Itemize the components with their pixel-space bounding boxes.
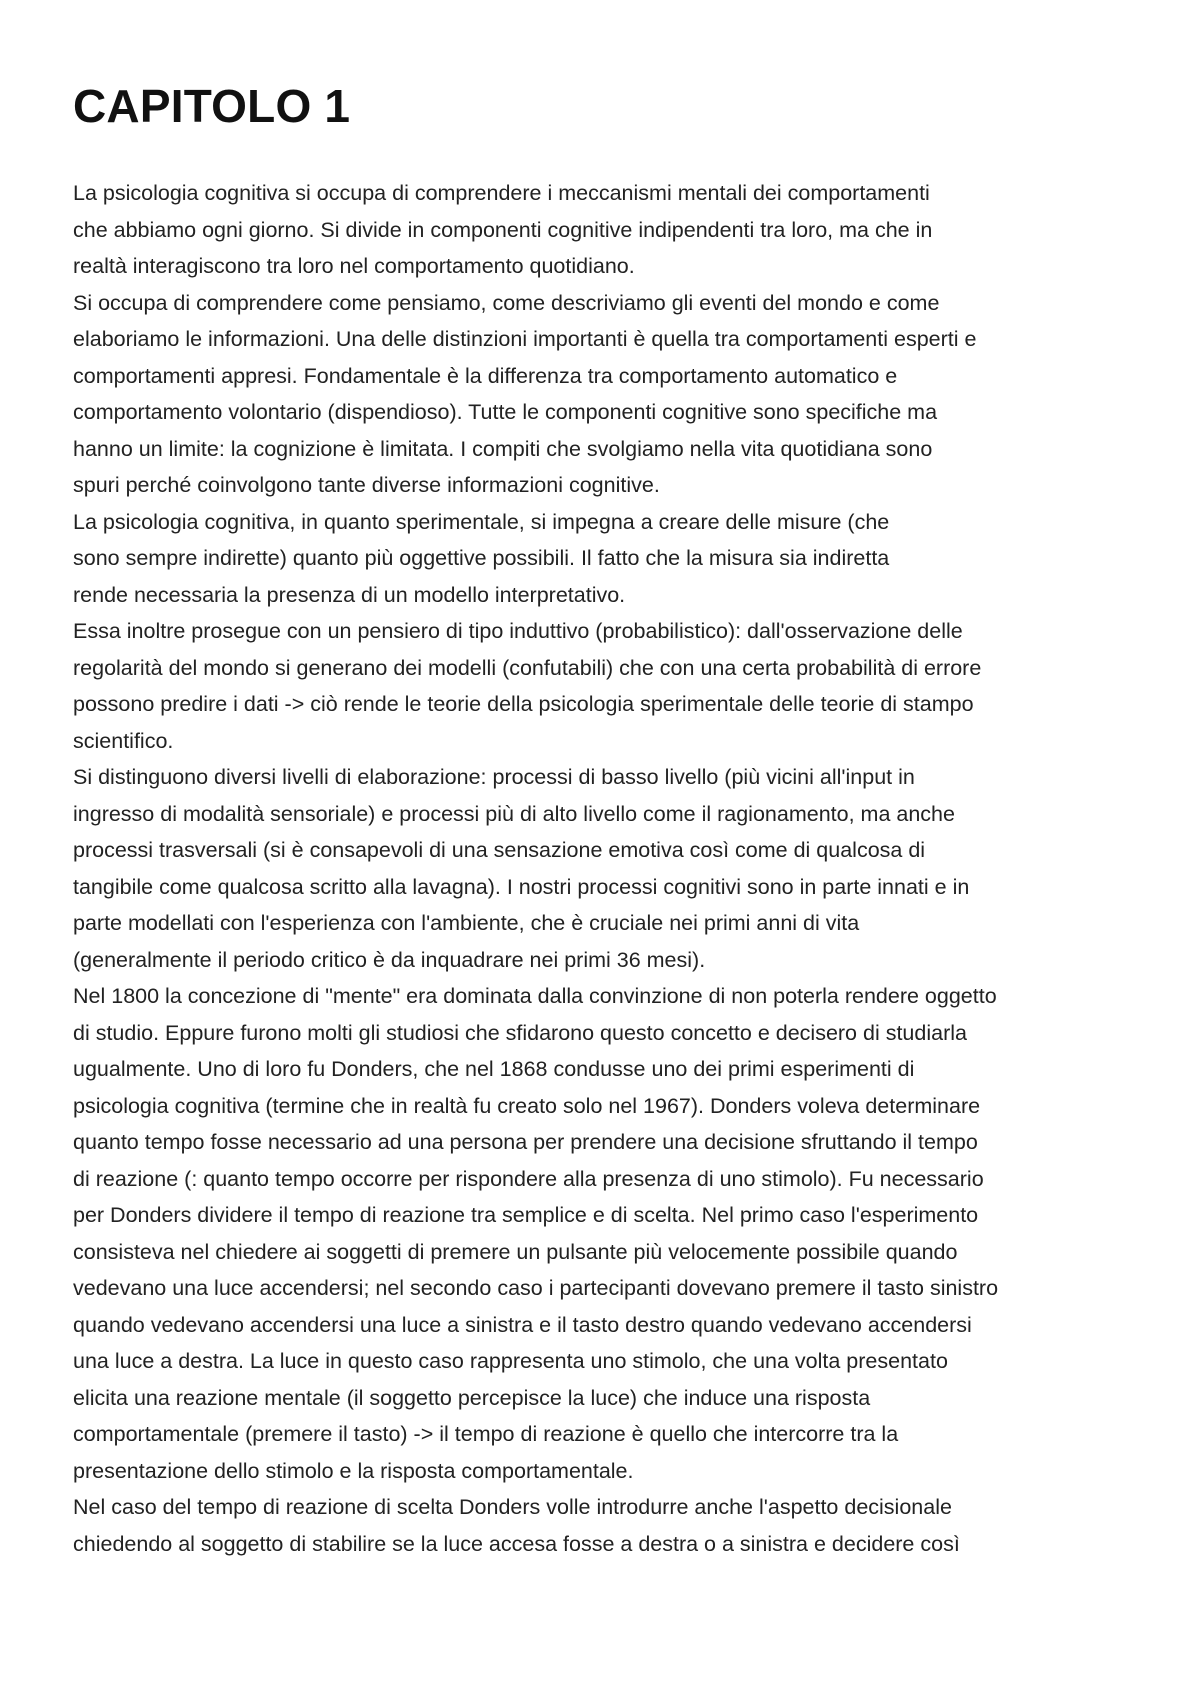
paragraph (73, 613, 1133, 759)
paragraph (73, 175, 1133, 285)
text-line: La psicologia cognitiva si occupa di comprendere i meccanismi mentali dei comportamenti (73, 181, 930, 205)
document-body (73, 175, 1133, 1562)
text-line: Si distinguono diversi livelli di elaborazione: processi di basso livello (più vicini all'input in (73, 765, 915, 789)
text-line: Nel caso del tempo di reazione di scelta Donders volle introdurre anche l'aspetto decisionale (73, 1495, 952, 1519)
text-line: realtà interagiscono tra loro nel comportamento quotidiano. (73, 254, 635, 278)
text-line: elicita una reazione mentale (il soggetto percepisce la luce) che induce una risposta (73, 1385, 871, 1410)
text-line: di studio. Eppure furono molti gli studiosi che sfidarono questo concetto e decisero di studiarla (73, 1020, 967, 1045)
text-line: Essa inoltre prosegue con un pensiero di tipo induttivo (probabilistico): dall'osservazione delle (73, 619, 963, 643)
text-line: psicologia cognitiva (termine che in realtà fu creato solo nel 1967). Donders voleva determinare (73, 1093, 981, 1118)
text-line: comportamentale (premere il tasto) -> il tempo di reazione è quello che intercorre tra la (73, 1422, 899, 1446)
text-line: che abbiamo ogni giorno. Si divide in componenti cognitive indipendenti tra loro, ma che in (73, 217, 933, 242)
text-line: sono sempre indirette) quanto più oggettive possibili. Il fatto che la misura sia indiretta (73, 546, 890, 570)
document-page (73, 76, 1133, 1562)
text-line: di reazione (: quanto tempo occorre per rispondere alla presenza di uno stimolo). Fu necessario (73, 1166, 984, 1191)
text-line: quando vedevano accendersi una luce a sinistra e il tasto destro quando vedevano accendersi (73, 1312, 972, 1337)
text-line: per Donders dividere il tempo di reazione tra semplice e di scelta. Nel primo caso l'esperimento (73, 1203, 979, 1227)
text-line: Si occupa di comprendere come pensiamo, come descriviamo gli eventi del mondo e come (73, 290, 940, 315)
text-line: comportamenti appresi. Fondamentale è la differenza tra comportamento automatico e (73, 363, 898, 388)
paragraph (73, 759, 1133, 978)
text-line: parte modellati con l'esperienza con l'ambiente, che è cruciale nei primi anni di vita (73, 911, 860, 935)
text-line: quanto tempo fosse necessario ad una persona per prendere una decisione sfruttando il tempo (73, 1130, 978, 1154)
paragraph (73, 1489, 1133, 1562)
text-line: presentazione dello stimolo e la risposta comportamentale. (73, 1458, 634, 1483)
paragraph (73, 978, 1133, 1489)
text-line: scientifico. (73, 728, 174, 753)
text-line: possono predire i dati -> ciò rende le teorie della psicologia sperimentale delle teorie di stampo (73, 692, 974, 716)
text-line: consisteva nel chiedere ai soggetti di premere un pulsante più velocemente possibile quando (73, 1239, 958, 1264)
text-line: comportamento volontario (dispendioso). Tutte le componenti cognitive sono specifiche ma (73, 400, 938, 424)
text-line: regolarità del mondo si generano dei modelli (confutabili) che con una certa probabilità di errore (73, 655, 982, 680)
text-line: vedevano una luce accendersi; nel secondo caso i partecipanti dovevano premere il tasto sinistro (73, 1276, 999, 1300)
text-line: hanno un limite: la cognizione è limitata. I compiti che svolgiamo nella vita quotidiana sono (73, 436, 933, 461)
text-line: una luce a destra. La luce in questo caso rappresenta uno stimolo, che una volta presentato (73, 1349, 948, 1373)
paragraph (73, 504, 1133, 614)
text-line: (generalmente il periodo critico è da inquadrare nei primi 36 mesi). (73, 947, 706, 972)
text-line: Nel 1800 la concezione di "mente" era dominata dalla convinzione di non poterla rendere oggetto (73, 984, 997, 1008)
text-line: chiedendo al soggetto di stabilire se la luce accesa fosse a destra o a sinistra e decidere così (73, 1531, 960, 1556)
text-line: spuri perché coinvolgono tante diverse informazioni cognitive. (73, 473, 660, 497)
text-line: tangibile come qualcosa scritto alla lavagna). I nostri processi cognitivi sono in parte innati e in (73, 874, 970, 899)
text-line: rende necessaria la presenza di un modello interpretativo. (73, 582, 626, 607)
text-line: La psicologia cognitiva, in quanto sperimentale, si impegna a creare delle misure (che (73, 509, 890, 534)
text-line: ugualmente. Uno di loro fu Donders, che nel 1868 condusse uno dei primi esperimenti di (73, 1057, 915, 1081)
paragraph (73, 285, 1133, 504)
text-line: elaboriamo le informazioni. Una delle distinzioni importanti è quella tra comportamenti esperti e (73, 327, 977, 351)
chapter-title: CAPITOLO 1 (73, 80, 351, 132)
text-line: processi trasversali (si è consapevoli di una sensazione emotiva così come di qualcosa di (73, 838, 926, 862)
text-line: ingresso di modalità sensoriale) e processi più di alto livello come il ragionamento, ma anche (73, 801, 955, 826)
